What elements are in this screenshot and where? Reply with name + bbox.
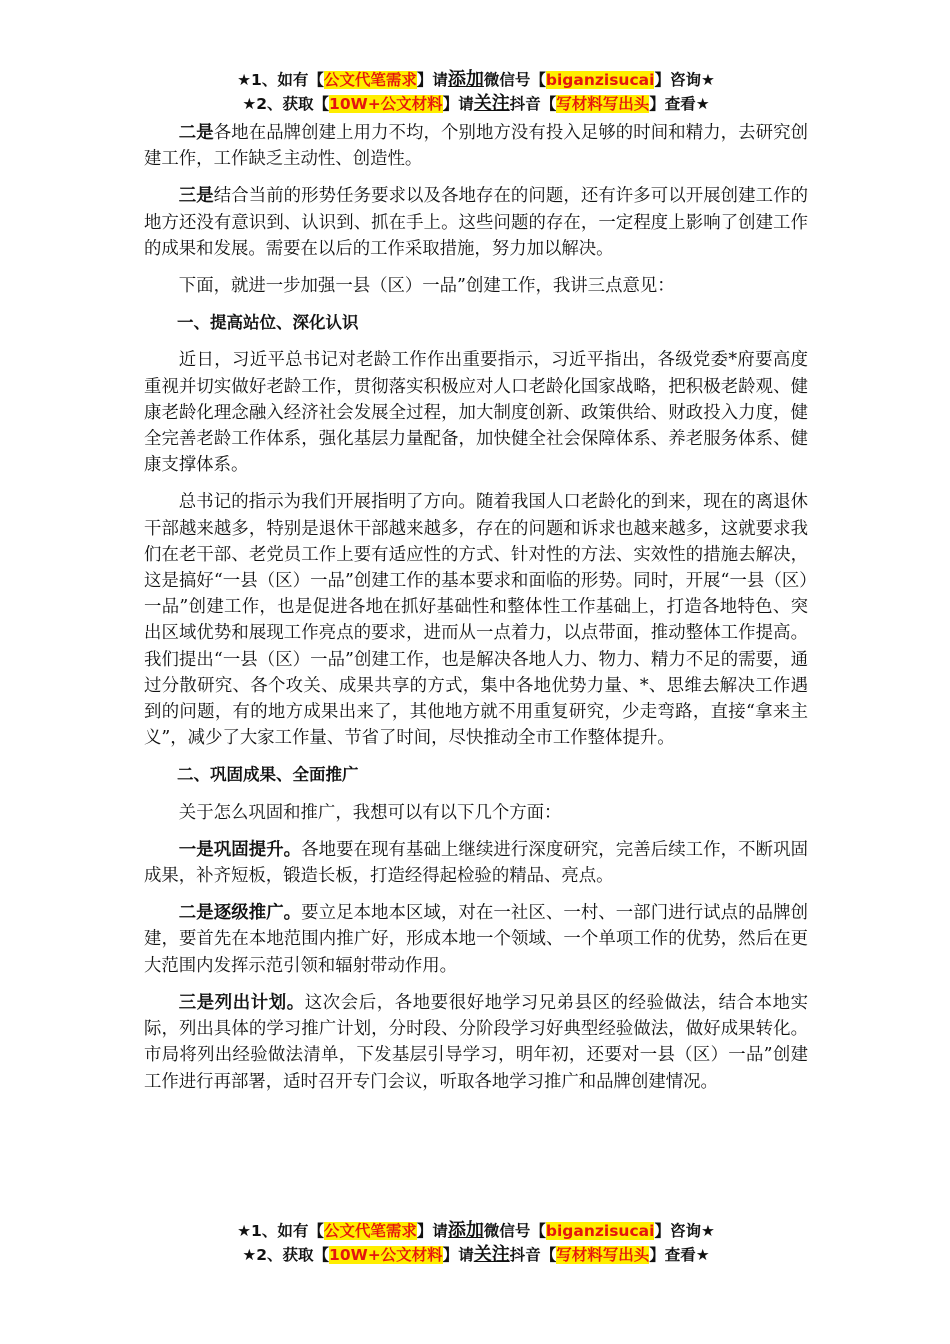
paragraph: 三是列出计划。这次会后，各地要很好地学习兄弟县区的经验做法，结合本地实际，列出具体的学习推广计划，分时段、分阶段学习好典型经验做法，做好成果转化。市局将列出经验做法清单，下发基层引导学习，明年初，还要对一县（区）一品”创建工作进行再部署，适时召开专门会议，听取各地学习推广和品牌创建情况。 (144, 992, 808, 1092)
paragraph: 三是结合当前的形势任务要求以及各地存在的问题，还有许多可以开展创建工作的地方还没有意识到、认识到、抓在手上。这些问题的存在，一定程度上影响了创建工作的成果和发展。需要在以后的工作采取措施，努力加以解决。 (144, 186, 808, 259)
promo-banner-bottom (144, 1219, 808, 1267)
paragraph: 下面，就进一步加强一县（区）一品”创建工作，我讲三点意见： (178, 276, 675, 297)
section-heading: 一、提高站位、深化认识 (177, 313, 359, 333)
paragraph: 一是巩固提升。各地要在现有基础上继续进行深度研究，完善后续工作，不断巩固成果，补齐短板，锻造长板，打造经得起检验的精品、亮点。 (144, 839, 808, 887)
document-body (144, 68, 808, 1095)
paragraph: 近日，习近平总书记对老龄工作作出重要指示，习近平指出，各级党委*府要高度重视并切实做好老龄工作，贯彻落实积极应对人口老龄化国家战略，把积极老龄观、健康老龄化理念融入经济社会发展全过程，加大制度创新、政策供给、财政投入力度，健全完善老龄工作体系，强化基层力量配备，加快健全社会保障体系、养老服务体系、健康支撑体系。 (144, 350, 808, 476)
douyin-account: 写材料写出头 (556, 1246, 650, 1264)
promo-line-1: ★1、如有【公文代笔需求】请添加微信号【biganzisucai】咨询★ (237, 1220, 715, 1241)
paragraph: 二是各地在品牌创建上用力不均，个别地方没有投入足够的时间和精力，去研究创建工作，工作缺乏主动性、创造性。 (144, 123, 808, 170)
wechat-id: biganzisucai (545, 1222, 655, 1240)
section-heading: 二、巩固成果、全面推广 (177, 765, 359, 785)
promo-highlight: 公文代笔需求 (323, 71, 417, 89)
paragraph: 总书记的指示为我们开展指明了方向。随着我国人口老龄化的到来，现在的离退休干部越来越多，特别是退休干部越来越多，存在的问题和诉求也越来越多，这就要求我们在老干部、老党员工作上要有适应性的方式、针对性的方法、实效性的措施去解决，这是搞好“一县（区）一品”创建工作的基本要求和面临的形势。同时，开展“一县（区）一品”创建工作，也是促进各地在抓好基础性和整体性工作基础上，打造各地特色、突出区域优势和展现工作亮点的要求，进而从一点着力，以点带面，推动整体工作提高。我们提出“一县（区）一品”创建工作，也是解决各地人力、物力、精力不足的需要，通过分散研究、各个攻关、成果共享的方式，集中各地优势力量、*、思维去解决工作遇到的问题，有的地方成果出来了，其他地方就不用重复研究，少走弯路，直接“拿来主义”，减少了大家工作量、节省了时间，尽快推动全市工作整体提升。 (144, 492, 808, 749)
promo-line-1: ★1、如有【公文代笔需求】请添加微信号【biganzisucai】咨询★ (237, 69, 715, 90)
paragraph: 二是逐级推广。要立足本地本区域，对在一社区、一村、一部门进行试点的品牌创建，要首先在本地范围内推广好，形成本地一个领域、一个单项工作的优势，然后在更大范围内发挥示范引领和辐射带动作用。 (144, 903, 808, 976)
douyin-account: 写材料写出头 (556, 95, 650, 113)
promo-highlight: 公文代笔需求 (323, 1222, 417, 1240)
promo-banner-top (144, 68, 808, 116)
paragraph: 关于怎么巩固和推广，我想可以有以下几个方面： (178, 802, 562, 823)
promo-highlight: 10W+公文材料 (329, 95, 443, 113)
promo-line-2: ★2、获取【10W+公文材料】请关注抖音【写材料写出头】查看★ (242, 93, 710, 114)
promo-highlight: 10W+公文材料 (329, 1246, 443, 1264)
wechat-id: biganzisucai (545, 71, 655, 89)
promo-line-2: ★2、获取【10W+公文材料】请关注抖音【写材料写出头】查看★ (242, 1244, 710, 1265)
